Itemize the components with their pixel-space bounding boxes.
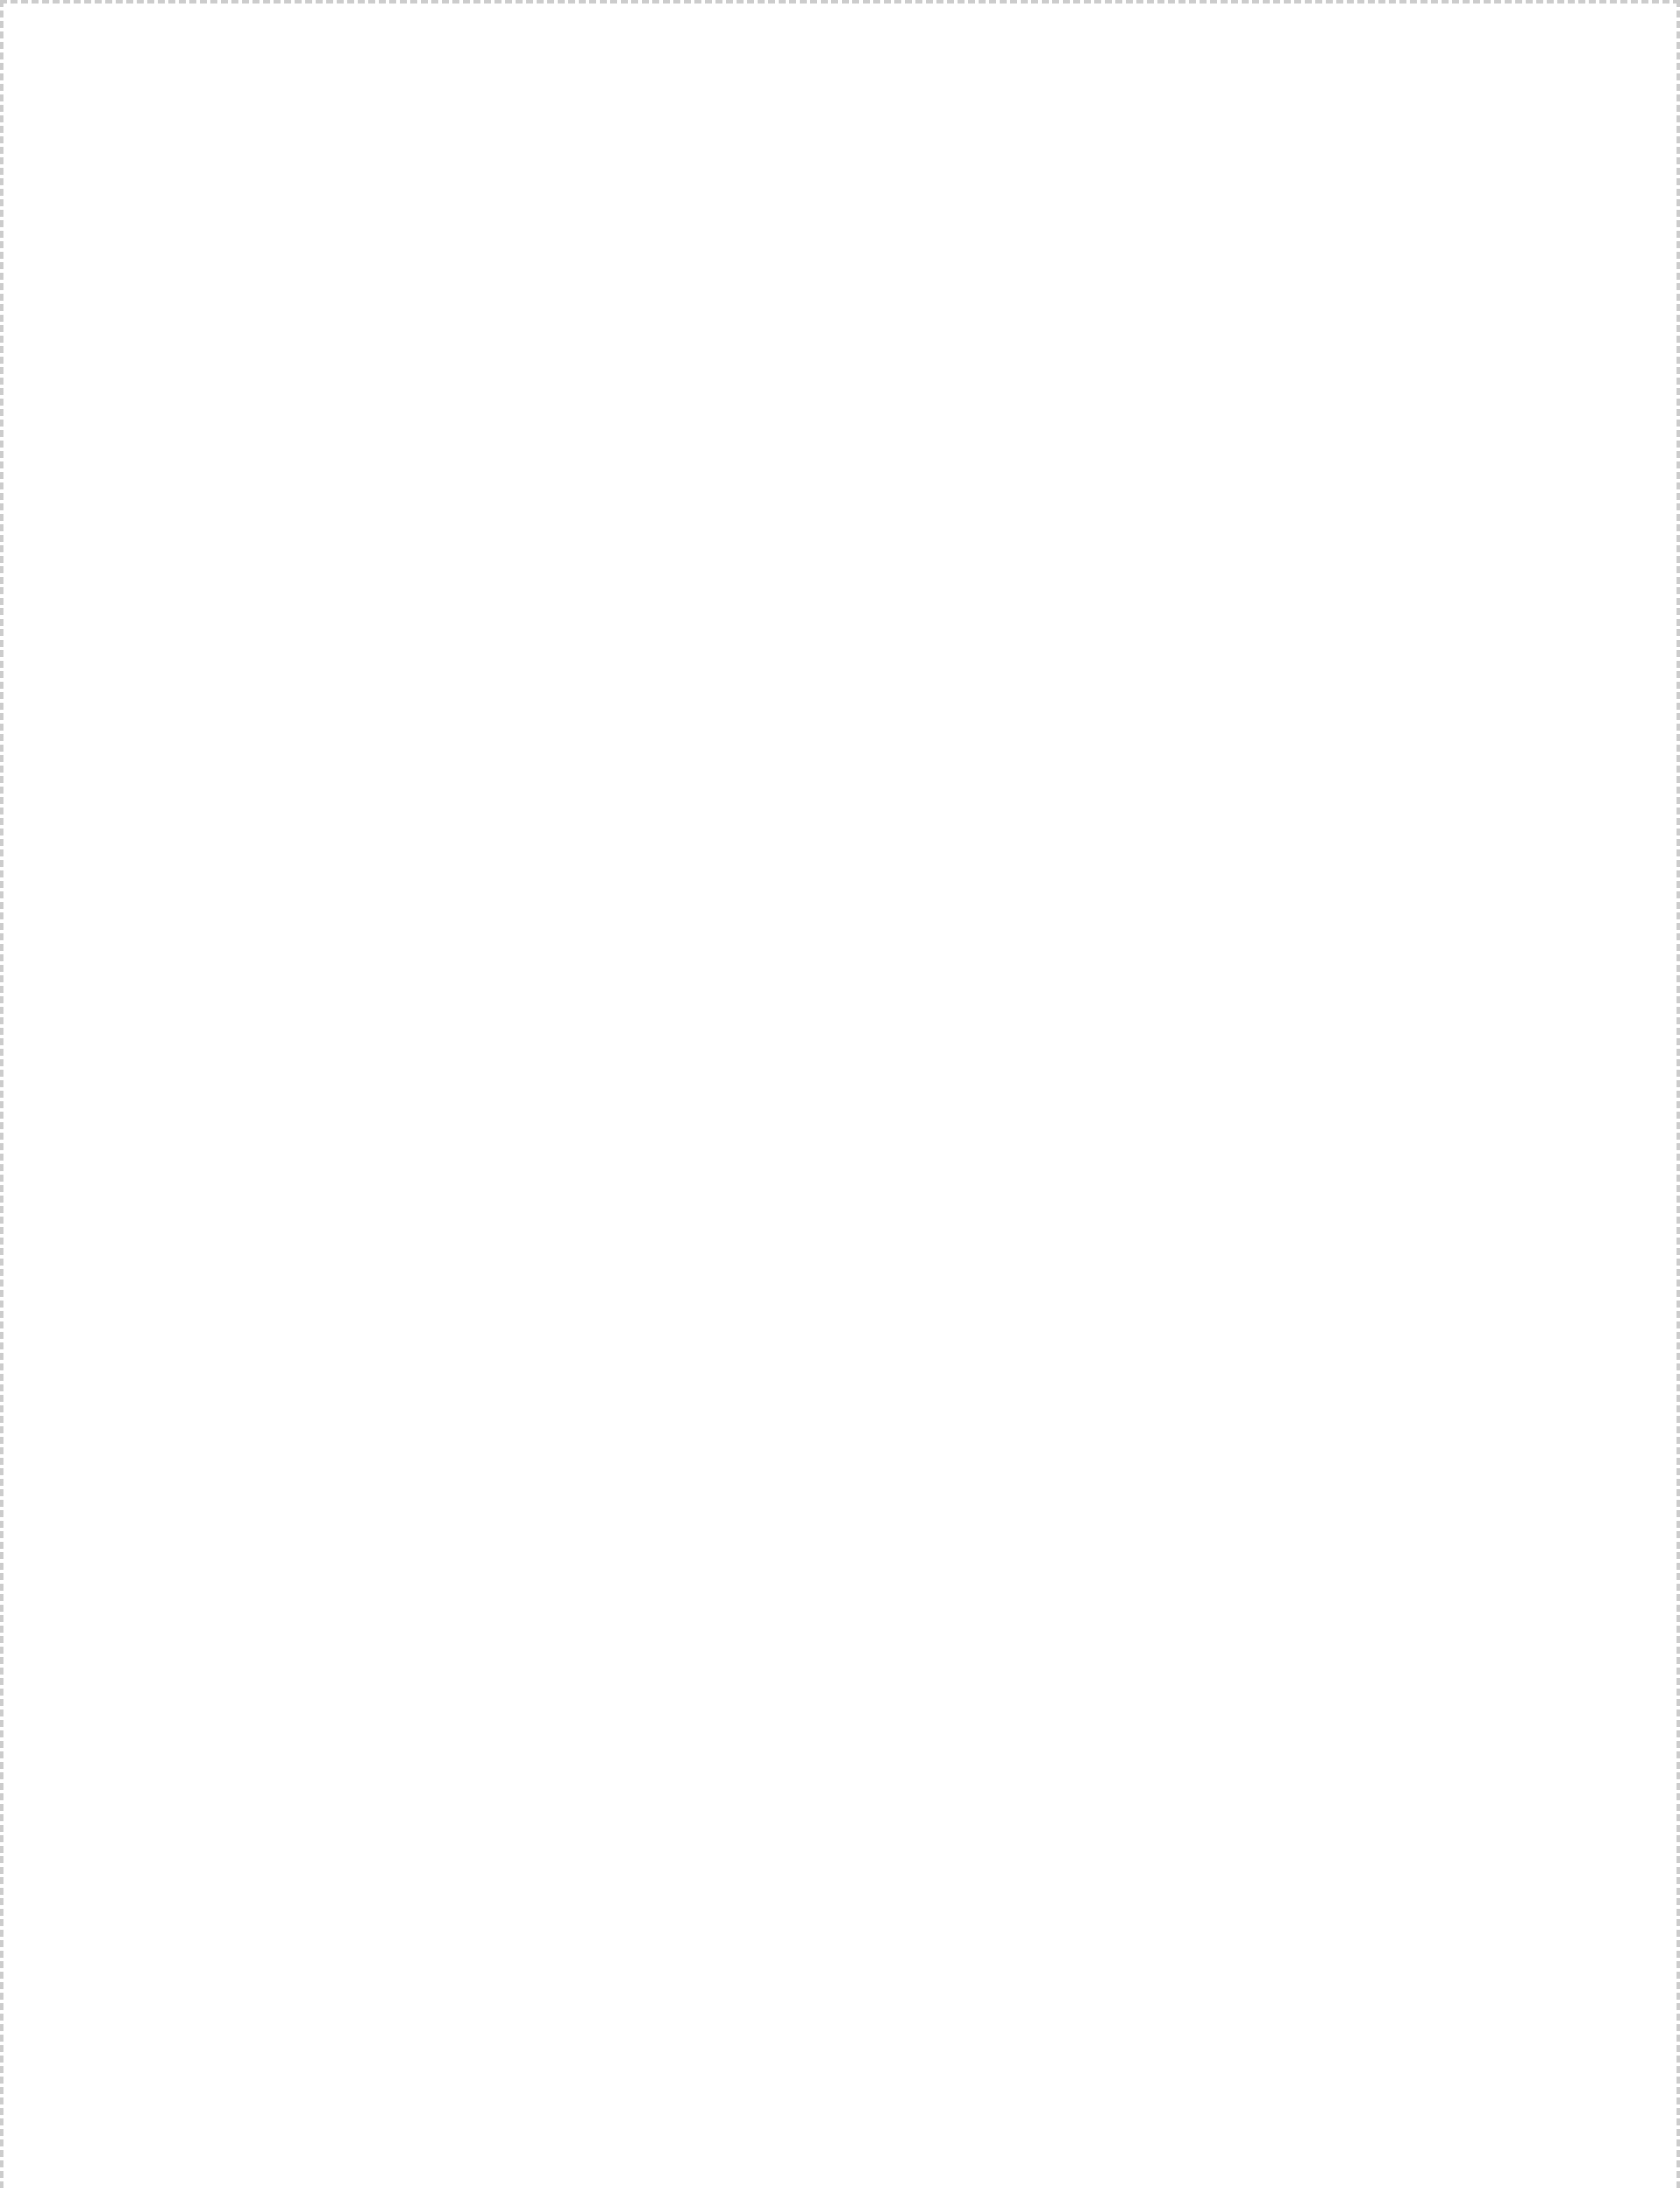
document-content <box>752 1159 928 1334</box>
